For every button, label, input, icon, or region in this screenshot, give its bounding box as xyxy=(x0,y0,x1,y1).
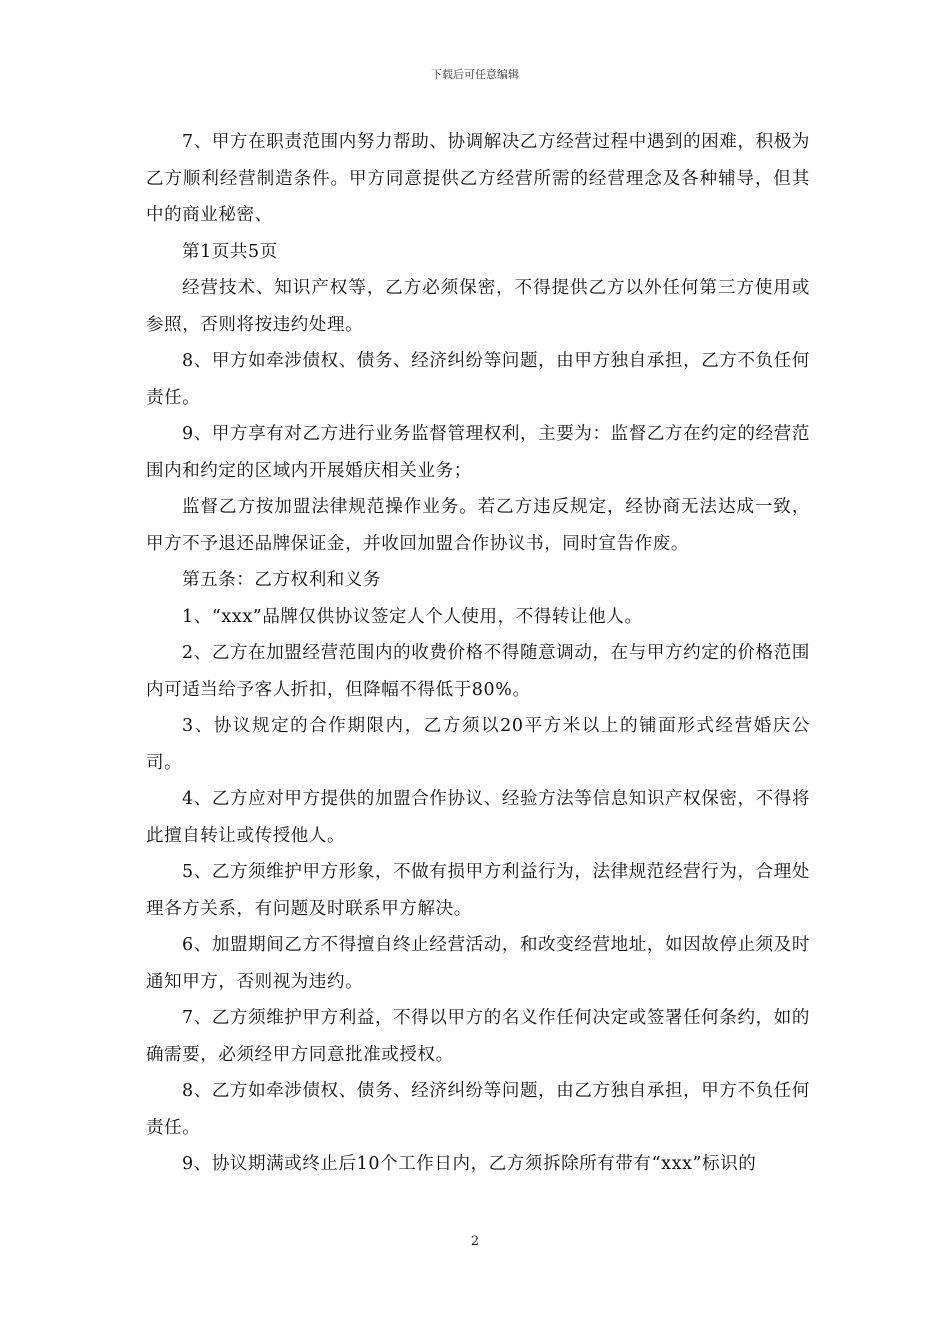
page-number: 2 xyxy=(470,1234,480,1249)
paragraph-a-7: 7、甲方在职责范围内努力帮助、协调解决乙方经营过程中遇到的困难，积极为乙方顺利经营制造条件。甲方同意提供乙方经营所需的经营理念及各种辅导，但其中的商业秘密、 xyxy=(146,132,810,225)
paragraph-b-9: 9、协议期满或终止后10个工作日内，乙方须拆除所有带有“xxx”标识的 xyxy=(182,1154,757,1174)
paragraph-b-8: 8、乙方如牵涉债权、债务、经济纠纷等问题，由乙方独自承担，甲方不负任何责任。 xyxy=(146,1081,810,1138)
paragraph-b-6: 6、加盟期间乙方不得擅自终止经营活动，和改变经营地址，如因故停止须及时通知甲方，否则视为违约。 xyxy=(146,935,810,992)
paragraph-b-3: 3、协议规定的合作期限内，乙方须以20平方米以上的铺面形式经营婚庆公司。 xyxy=(146,716,810,773)
inline-page-marker: 第1页共5页 xyxy=(182,241,278,262)
paragraph-b-2: 2、乙方在加盟经营范围内的收费价格不得随意调动，在与甲方约定的价格范围内可适当给予客人折扣，但降幅不得低于80%。 xyxy=(146,643,810,700)
paragraph-a-8: 8、甲方如牵涉债权、债务、经济纠纷等问题，由甲方独自承担，乙方不负任何责任。 xyxy=(146,351,810,408)
page-header-note: 下载后可任意编辑 xyxy=(431,68,519,81)
paragraph-b-7: 7、乙方须维护甲方利益，不得以甲方的名义作任何决定或签署任何条约，如的确需要，必须经甲方同意批准或授权。 xyxy=(146,1008,810,1065)
paragraph-b-5: 5、乙方须维护甲方形象，不做有损甲方利益行为，法律规范经营行为，合理处理各方关系，有问题及时联系甲方解决。 xyxy=(146,862,810,919)
paragraph-a-9: 9、甲方享有对乙方进行业务监督管理权利，主要为：监督乙方在约定的经营范围内和约定的区域内开展婚庆相关业务； xyxy=(146,424,810,481)
section-heading-article-5: 第五条：乙方权利和义务 xyxy=(182,570,382,590)
paragraph-b-1: 1、“xxx”品牌仅供协议签定人个人使用，不得转让他人。 xyxy=(182,606,643,627)
paragraph-continuation: 经营技术、知识产权等，乙方必须保密，不得提供乙方以外任何第三方使用或参照，否则将按违约处理。 xyxy=(146,278,810,335)
paragraph-b-4: 4、乙方应对甲方提供的加盟合作协议、经验方法等信息知识产权保密，不得将此擅自转让或传授他人。 xyxy=(146,789,810,846)
paragraph-a-9-continued: 监督乙方按加盟法律规范操作业务。若乙方违反规定，经协商无法达成一致，甲方不予退还品牌保证金，并收回加盟合作协议书，同时宣告作废。 xyxy=(146,497,810,554)
document-body xyxy=(146,124,810,1183)
